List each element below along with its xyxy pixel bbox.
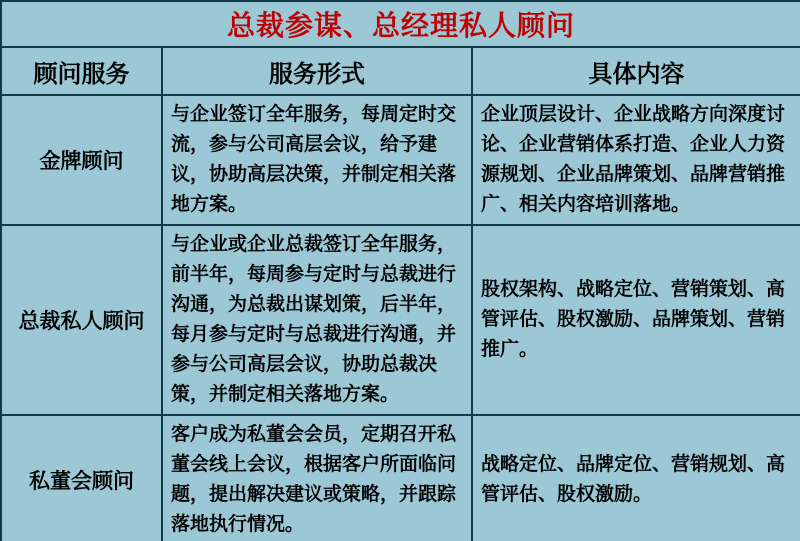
service-content-cell: 股权架构、战略定位、营销策划、高管评估、股权激励、品牌策划、营销推广。 (472, 225, 800, 415)
table-row-gold-consultant (1, 95, 800, 225)
table-row-board-consultant (1, 415, 800, 541)
table-header-row (1, 47, 800, 95)
table-title: 总裁参谋、总经理私人顾问 (1, 1, 800, 47)
column-header-service: 顾问服务 (1, 47, 162, 95)
service-name-cell: 私董会顾问 (1, 415, 162, 541)
service-form-cell: 与企业或企业总裁签订全年服务，前半年，每周参与定时与总裁进行沟通，为总裁出谋划策，后半年，每月参与定时与总裁进行沟通，并参与公司高层会议，协助总裁决策，并制定相关落地方案。 (162, 225, 472, 415)
service-content-cell: 战略定位、品牌定位、营销规划、高管评估、股权激励。 (472, 415, 800, 541)
service-name-cell: 总裁私人顾问 (1, 225, 162, 415)
column-header-form: 服务形式 (162, 47, 472, 95)
service-form-cell: 客户成为私董会会员，定期召开私董会线上会议，根据客户所面临问题，提出解决建议或策略，并跟踪落地执行情况。 (162, 415, 472, 541)
service-name-cell: 金牌顾问 (1, 95, 162, 225)
table-row-private-advisor (1, 225, 800, 415)
service-form-cell: 与企业签订全年服务，每周定时交流，参与公司高层会议，给予建议，协助高层决策，并制定相关落地方案。 (162, 95, 472, 225)
service-content-cell: 企业顶层设计、企业战略方向深度讨论、企业营销体系打造、企业人力资源规划、企业品牌策划、品牌营销推广、相关内容培训落地。 (472, 95, 800, 225)
table-title-row (1, 1, 800, 47)
column-header-content: 具体内容 (472, 47, 800, 95)
